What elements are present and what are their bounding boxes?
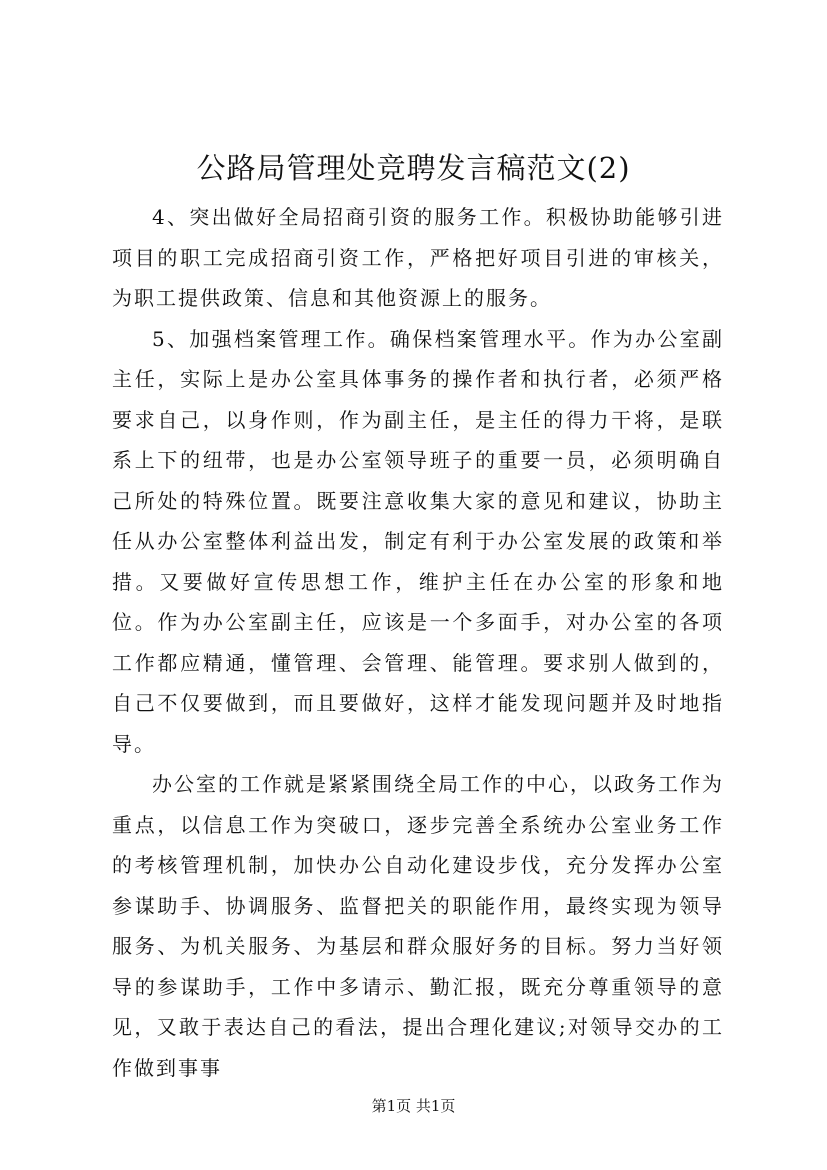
paragraph-1: 4、突出做好全局招商引资的服务工作。积极协助能够引进项目的职工完成招商引资工作，严格把好项目引进的审核关，为职工提供政策、信息和其他资源上的服务。 bbox=[112, 205, 724, 310]
paragraph-3: 办公室的工作就是紧紧围绕全局工作的中心，以政务工作为重点，以信息工作为突破口，逐步完善全系统办公室业务工作的考核管理机制，加快办公自动化建设步伐，充分发挥办公室参谋助手、协调服务、监督把关的职能作用，最终实现为领导服务、为机关服务、为基层和群众服好务的目标。努力当好领导的参谋助手，工作中多请示、勤汇报，既充分尊重领导的意见，又敢于表达自己的看法，提出合理化建议;对领导交办的工作做到事事 bbox=[112, 772, 724, 1080]
paragraph-2: 5、加强档案管理工作。确保档案管理水平。作为办公室副主任，实际上是办公室具体事务的操作者和执行者，必须严格要求自己，以身作则，作为副主任，是主任的得力干将，是联系上下的纽带，也是办公室领导班子的重要一员，必须明确自己所处的特殊位置。既要注意收集大家的意见和建议，协助主任从办公室整体利益出发，制定有利于办公室发展的政策和举措。又要做好宣传思想工作，维护主任在办公室的形象和地位。作为办公室副主任，应该是一个多面手，对办公室的各项工作都应精通，懂管理、会管理、能管理。要求别人做到的，自己不仅要做到，而且要做好，这样才能发现问题并及时地指导。 bbox=[112, 326, 724, 756]
page-footer: 第1页 共1页 bbox=[371, 1097, 456, 1115]
document-body bbox=[112, 197, 724, 1088]
document-title: 公路局管理处竞聘发言稿范文(2) bbox=[196, 151, 631, 185]
